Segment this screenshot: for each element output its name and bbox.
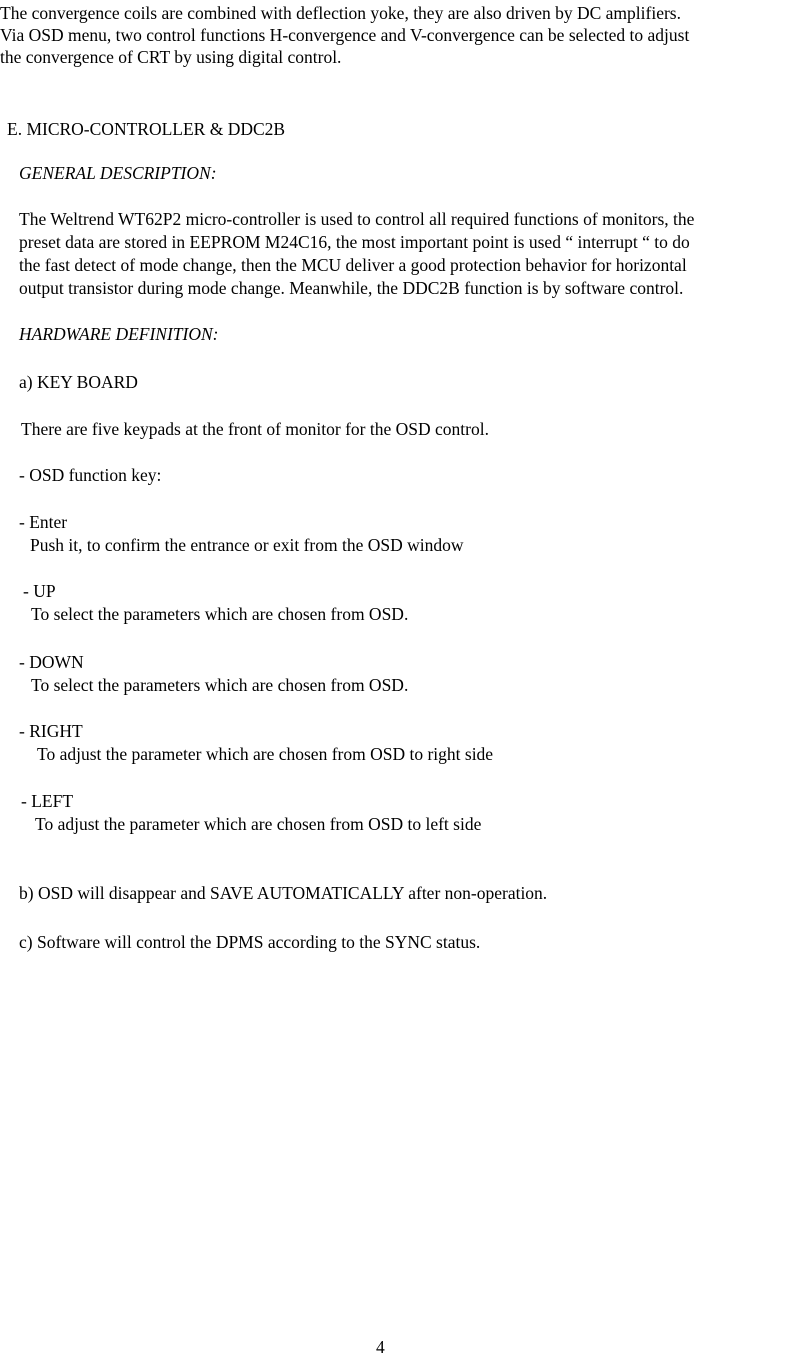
item-b: b) OSD will disappear and SAVE AUTOMATICALLY after non-operation. — [19, 883, 548, 903]
general-description-heading: GENERAL DESCRIPTION: — [19, 163, 217, 183]
key-desc: Push it, to confirm the entrance or exit from the OSD window — [30, 535, 464, 555]
intro-line: the convergence of CRT by using digital control. — [0, 47, 342, 67]
key-desc: To select the parameters which are chosen from OSD. — [31, 675, 409, 695]
general-text-line: The Weltrend WT62P2 micro-controller is used to control all required functions of monitors, the — [19, 209, 695, 229]
general-text-line: preset data are stored in EEPROM M24C16, the most important point is used “ interrupt “ to do — [19, 232, 690, 252]
key-desc: To adjust the parameter which are chosen from OSD to right side — [37, 744, 494, 764]
key-name: - DOWN — [19, 652, 84, 672]
section-heading: E. MICRO-CONTROLLER & DDC2B — [7, 119, 286, 139]
key-desc: To adjust the parameter which are chosen from OSD to left side — [35, 814, 482, 834]
key-desc: To select the parameters which are chosen from OSD. — [31, 604, 409, 624]
key-name: - LEFT — [21, 791, 74, 811]
page-number: 4 — [376, 1337, 385, 1357]
key-name: - RIGHT — [19, 721, 83, 741]
osd-keys-label: - OSD function key: — [19, 465, 162, 485]
item-a-text: There are five keypads at the front of monitor for the OSD control. — [21, 419, 489, 439]
general-text-line: output transistor during mode change. Meanwhile, the DDC2B function is by software control. — [19, 278, 684, 298]
key-name: - Enter — [19, 512, 68, 532]
intro-line: Via OSD menu, two control functions H-convergence and V-convergence can be selected to adjust — [0, 25, 690, 45]
hardware-definition-heading: HARDWARE DEFINITION: — [19, 324, 219, 344]
item-c: c) Software will control the DPMS according to the SYNC status. — [19, 932, 481, 952]
intro-line: The convergence coils are combined with deflection yoke, they are also driven by DC amplifiers. — [0, 3, 681, 23]
item-a-title: a) KEY BOARD — [19, 372, 138, 392]
general-text-line: the fast detect of mode change, then the MCU deliver a good protection behavior for horizontal — [19, 255, 687, 275]
key-name: - UP — [23, 581, 56, 601]
